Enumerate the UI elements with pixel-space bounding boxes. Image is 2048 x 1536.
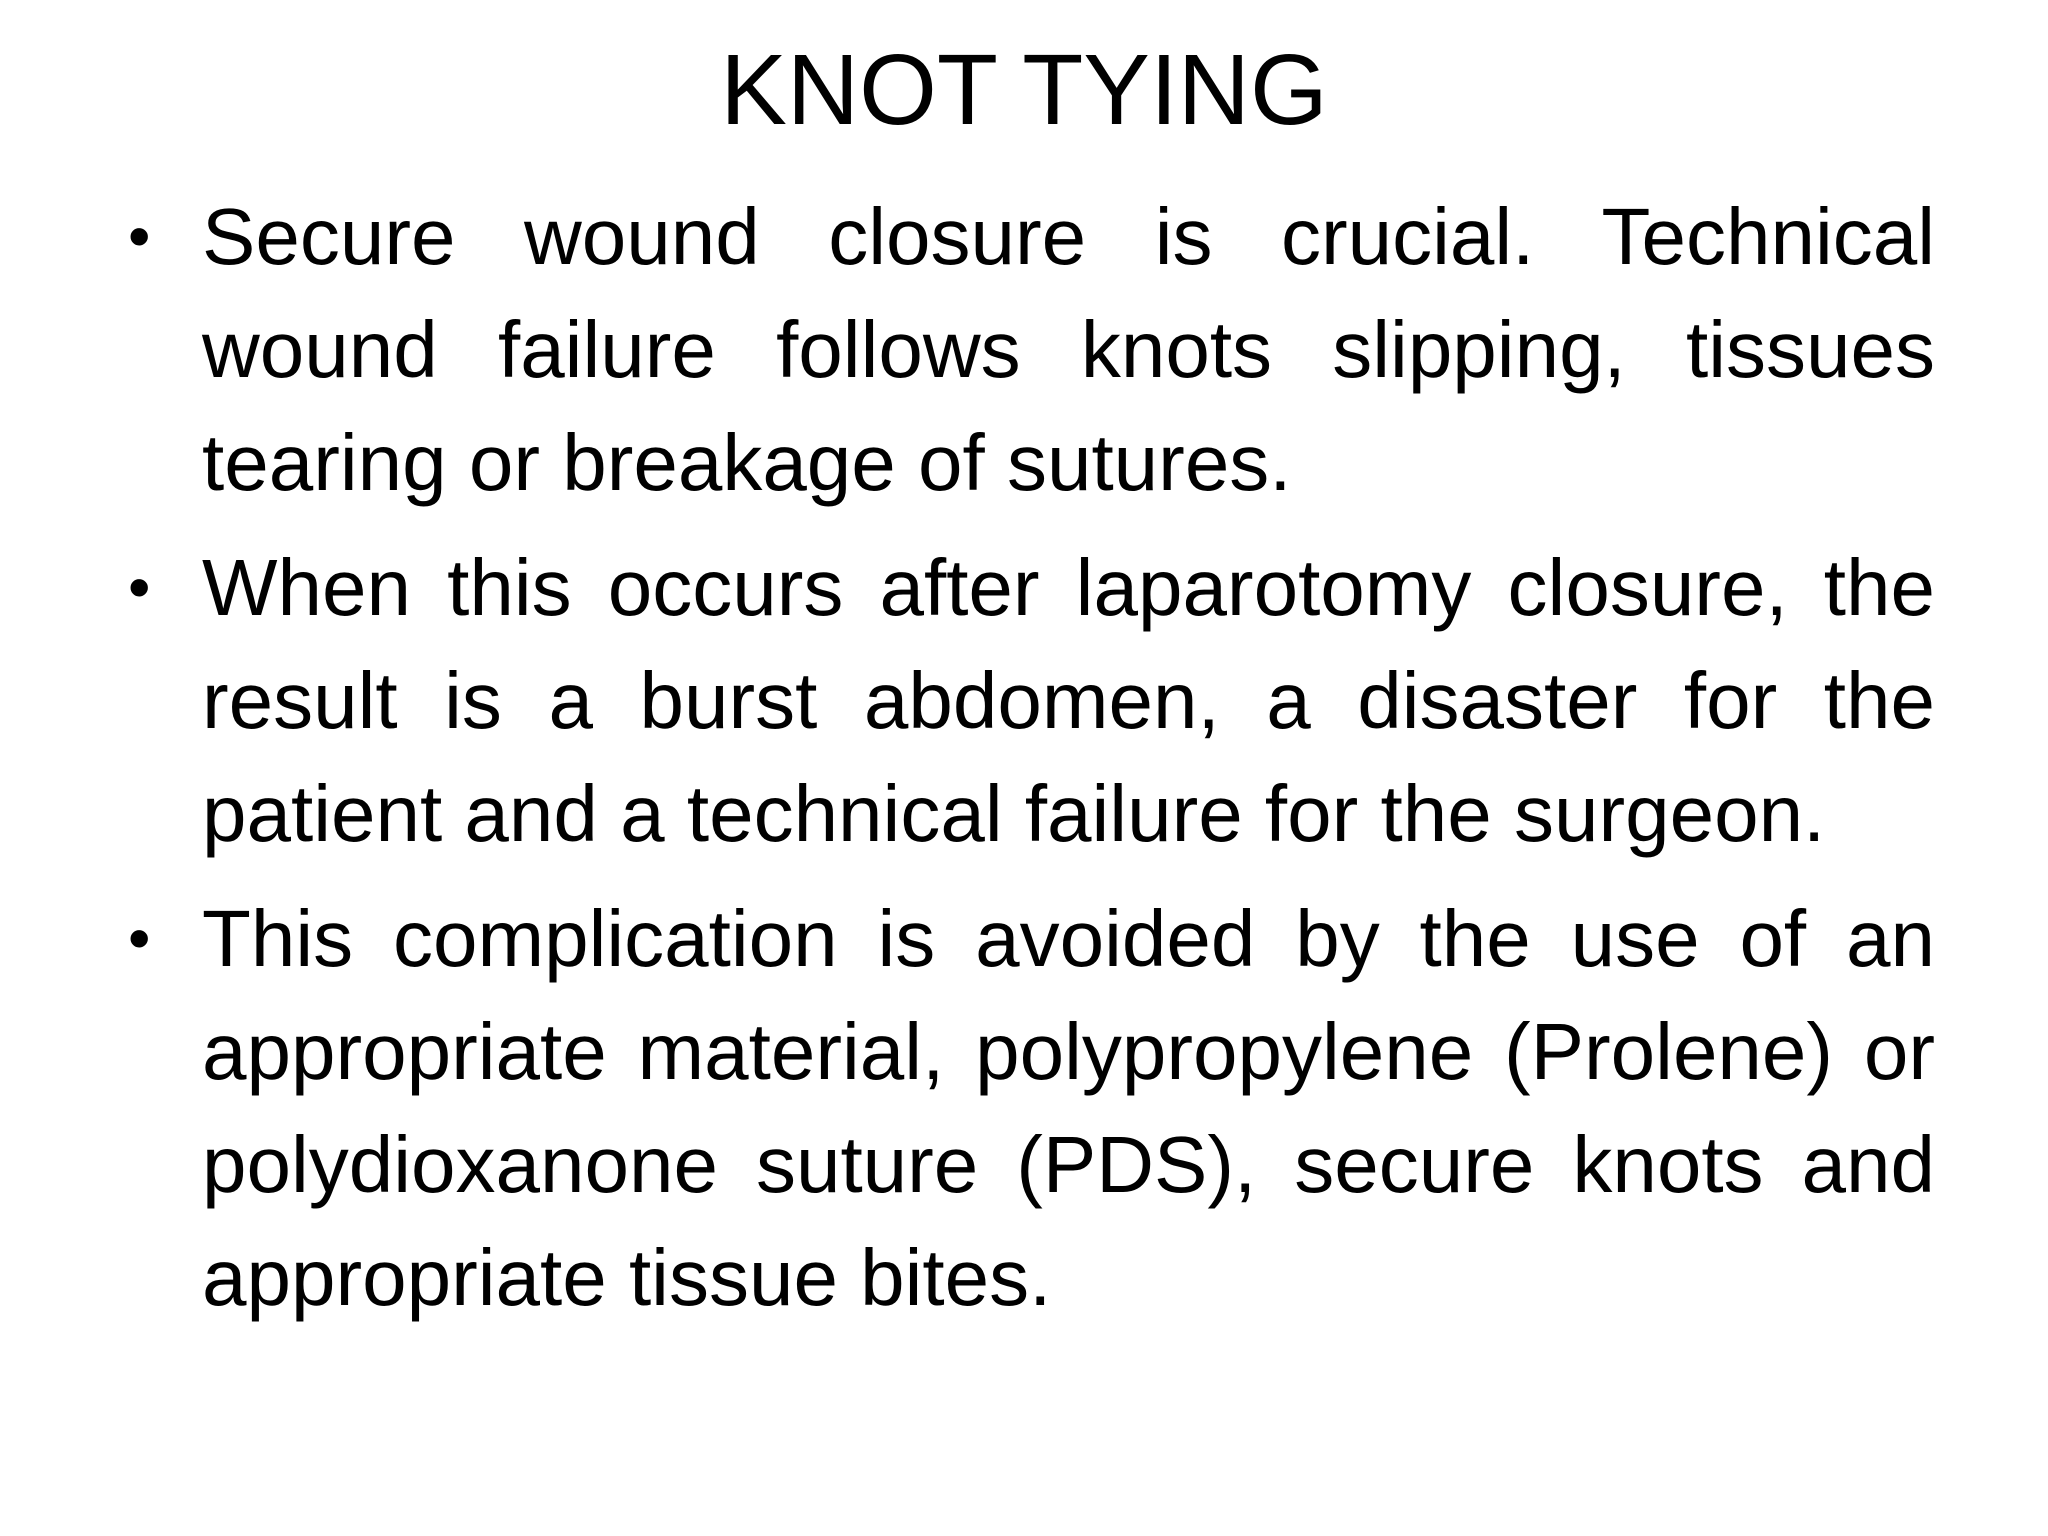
bullet-text: When this occurs after laparotomy closure, the result is a burst abdomen, a disaster for the patient and a technical failure for the surgeon. bbox=[202, 543, 1935, 858]
bullet-item bbox=[120, 882, 1935, 1334]
bullet-point-icon: • bbox=[128, 200, 151, 272]
slide-title: KNOT TYING bbox=[720, 34, 1328, 146]
bullet-item bbox=[120, 180, 1935, 519]
bullet-point-icon: • bbox=[128, 902, 151, 974]
bullet-item bbox=[120, 531, 1935, 870]
bullet-text: Secure wound closure is crucial. Technical wound failure follows knots slipping, tissues tearing or breakage of sutures. bbox=[202, 192, 1935, 507]
bullet-list bbox=[120, 180, 1935, 1346]
bullet-text: This complication is avoided by the use of an appropriate material, polypropylene (Prolene) or polydioxanone suture (PDS), secure knots and appropriate tissue bites. bbox=[202, 894, 1935, 1322]
bullet-point-icon: • bbox=[128, 551, 151, 623]
